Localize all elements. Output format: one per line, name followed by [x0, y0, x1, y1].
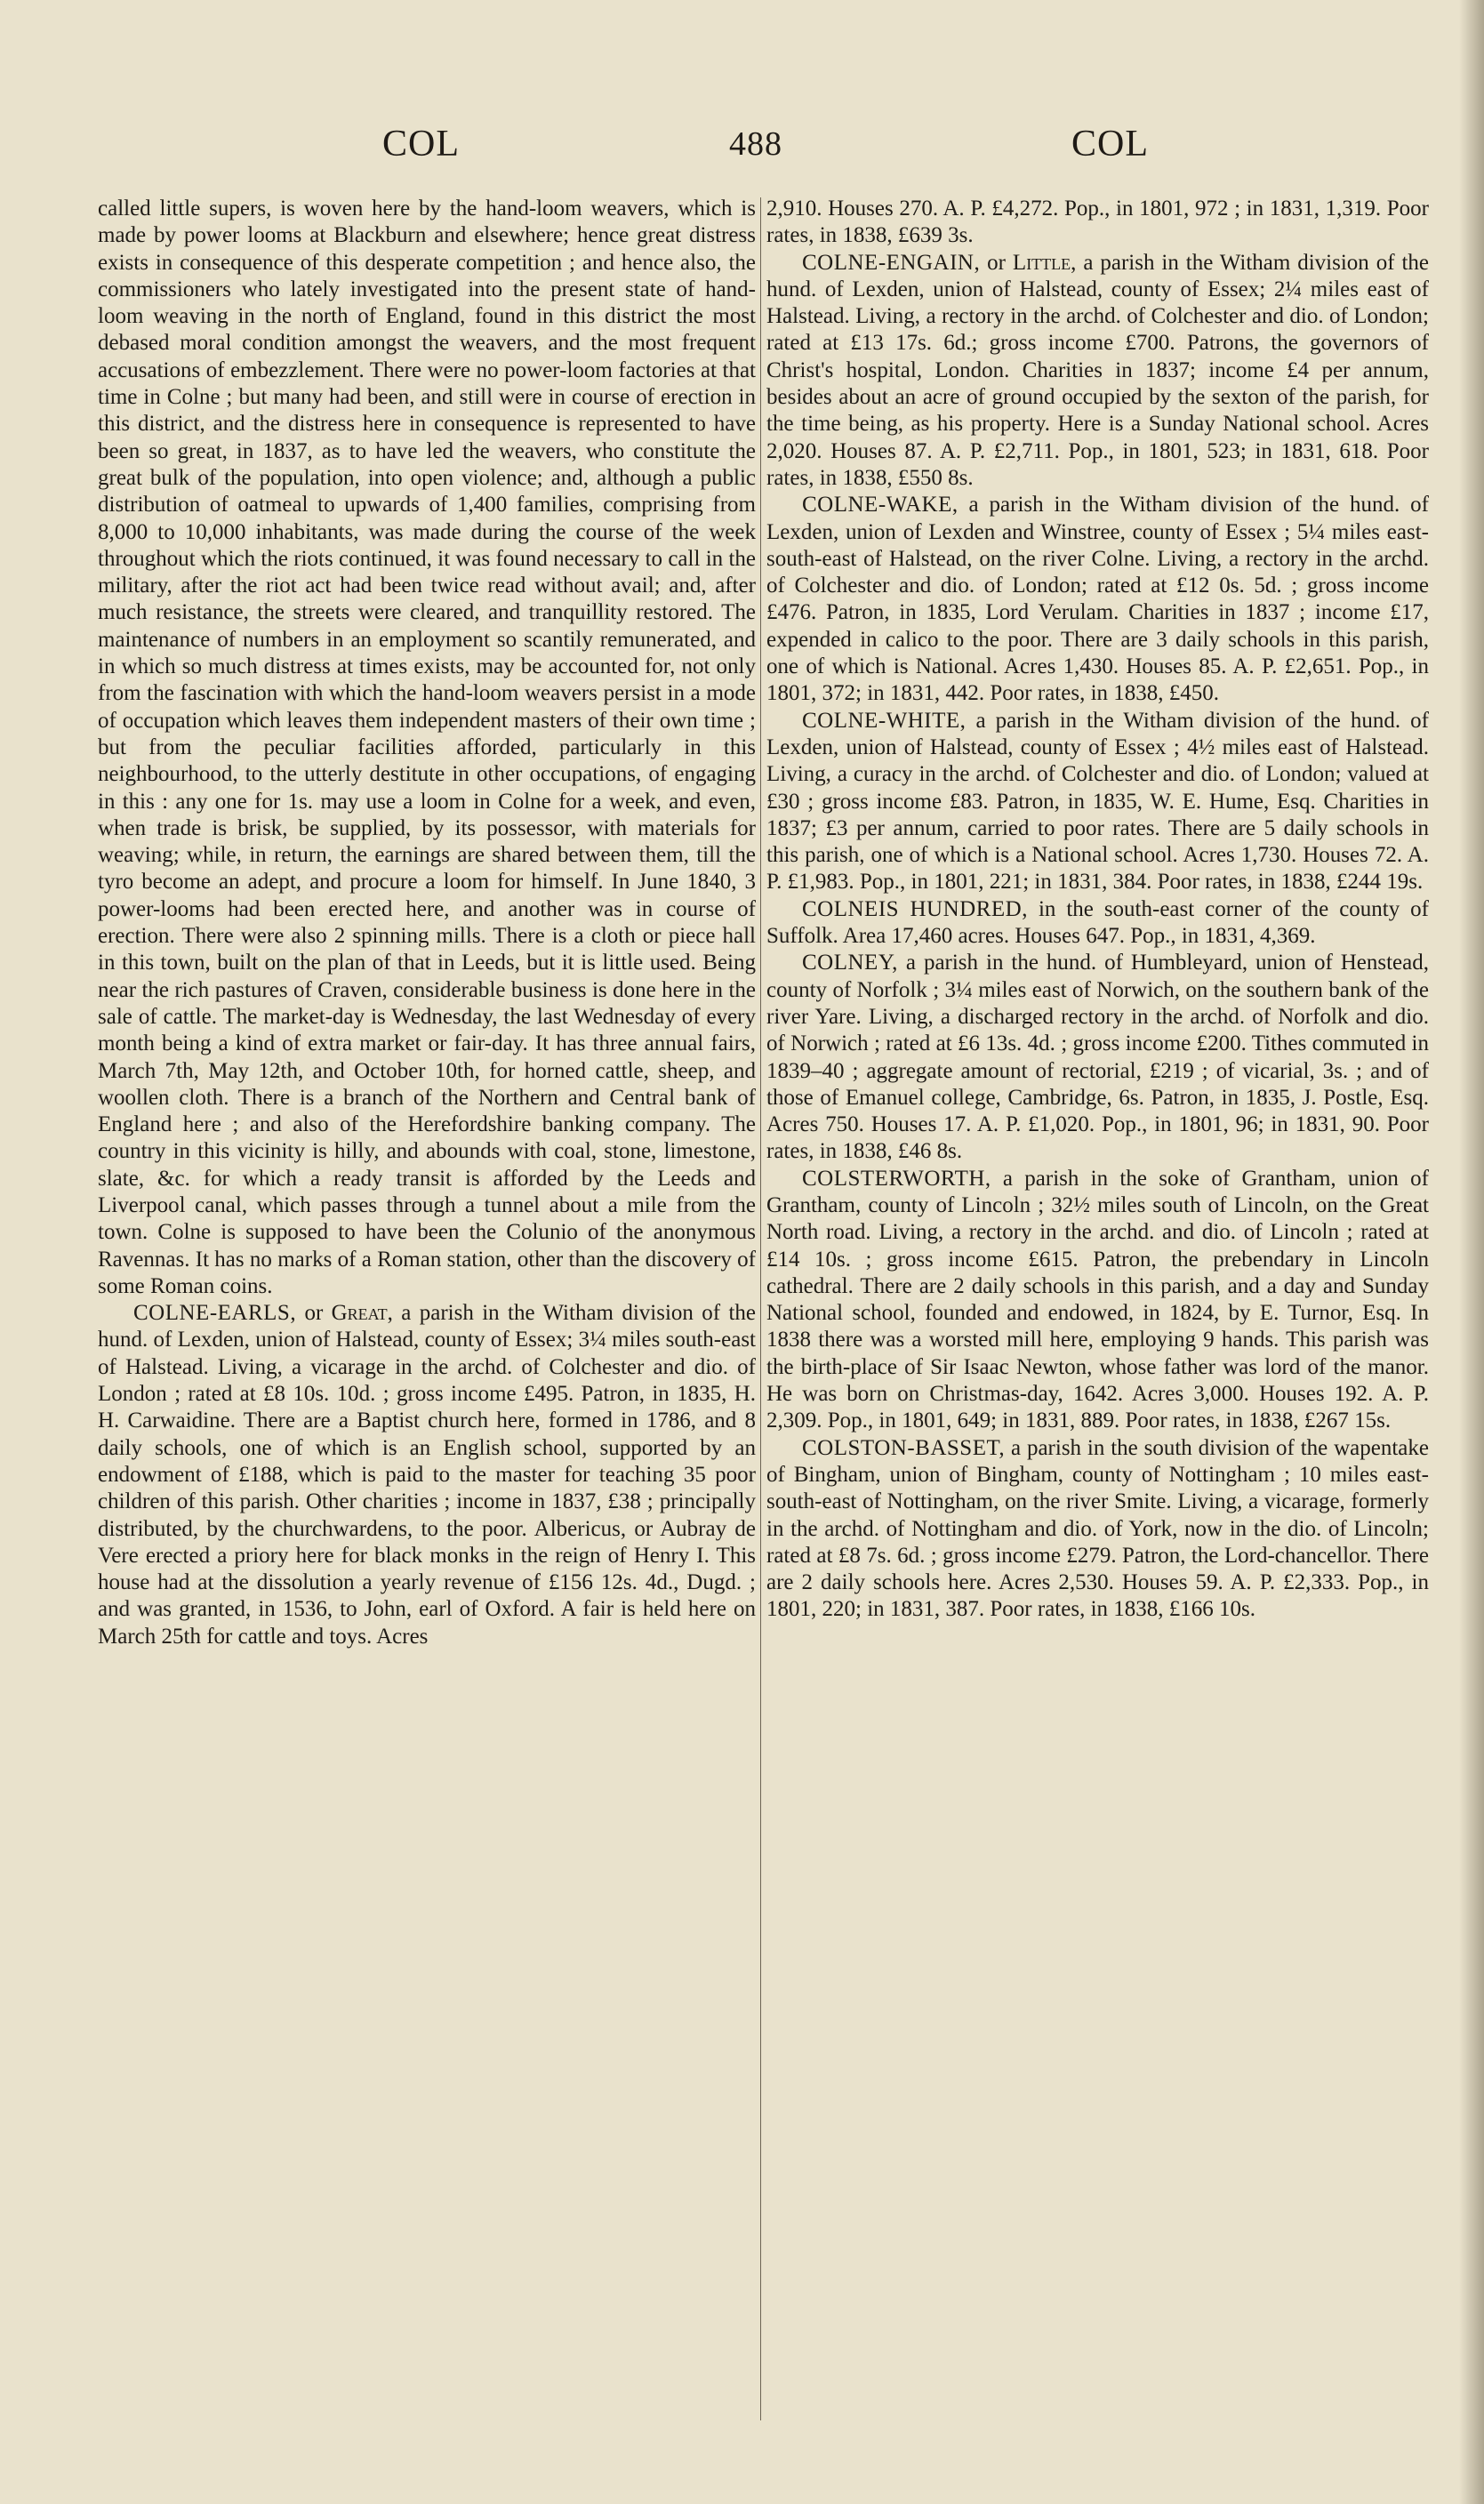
entry-colston-basset: [766, 1435, 1429, 1624]
headword: COLNEY,: [802, 951, 898, 975]
entry-body: a parish in the Witham division of the hund. of Lexden, union of Halstead, county of Essex; 3¼ miles south-east of Halstead. Living, a vicarage in the archd. of Colchester and dio. of London ; rated at £8 10s. 10d. ; gross income £495. Patron, in 1835, H. H. Carwaidine. There are a Baptist church here, formed in 1786, and 8 daily schools, one of which is an English school, supported by an endowment of £188, which is paid to the master for teaching 35 poor children of this parish. Other charities ; income in 1837, £38 ; principally distributed, by the churchwardens, to the poor. Albericus, or Aubray de Vere erected a priory here for black monks in the reign of Henry I. This house had at the dissolution a yearly revenue of £156 12s. 4d., Dugd. ; and was granted, in 1536, to John, earl of Oxford. A fair is held here on March 25th for cattle and toys. Acres: [98, 1301, 756, 1649]
headword: COLNE-ENGAIN,: [802, 250, 981, 275]
headword-alternate: Little,: [1012, 250, 1077, 275]
right-column: [766, 196, 1429, 2472]
entry-body: in the south-east corner of the county of Suffolk. Area 17,460 acres. Houses 647. Pop., in 1831, 4,369.: [766, 896, 1429, 949]
entry-colne-earls: [98, 1300, 756, 1650]
headword: COLNE-WAKE,: [802, 493, 959, 518]
colne-earls-continuation: 2,910. Houses 270. A. P. £4,272. Pop., in 1801, 972 ; in 1831, 1,319. Poor rates, in 1838, £639 3s.: [766, 197, 1429, 248]
headword-alternate: Great,: [331, 1301, 393, 1326]
entry-body: a parish in the south division of the wapentake of Bingham, union of Bingham, county of Nottingham ; 10 miles east-south-east of Nottingham, on the river Smite. Living, a vicarage, formerly in the archd. of Nottingham and dio. of York, now in the dio. of Lincoln; rated at £8 7s. 6d. ; gross income £279. Patron, the Lord-chancellor. There are 2 daily schools here. Acres 2,530. Houses 59. A. P. £2,333. Pop., in 1801, 220; in 1831, 387. Poor rates, in 1838, £166 10s.: [766, 1435, 1429, 1622]
page-edge-shadow: [1459, 0, 1484, 2504]
entry-body: a parish in the Witham division of the hund. of Lexden, union of Halstead, county of Essex; 2¼ miles east of Halstead. Living, a rectory in the archd. of Colchester and dio. of London; rated at £13 17s. 6d.; gross income £700. Patrons, the governors of Christ's hospital, London. Charities in 1837; income £4 per annum, besides about an acre of ground occupied by the sexton of the parish, for the time being, as his property. Here is a Sunday National school. Acres 2,020. Houses 87. A. P. £2,711. Pop., in 1801, 523; in 1831, 618. Poor rates, in 1838, £550 8s.: [766, 250, 1429, 490]
left-column: [98, 196, 756, 2472]
entry-colneis-hundred: [766, 896, 1429, 951]
entry-body: a parish in the Witham division of the hund. of Lexden, union of Lexden and Winstree, county of Essex ; 5¼ miles east-south-east of Halstead, on the river Colne. Living, a rectory in the archd. of Colchester and dio. of London; rated at £12 0s. 5d. ; gross income £476. Patron, in 1835, Lord Verulam. Charities in 1837 ; income £17, expended in calico to the poor. There are 3 daily schools in this parish, one of which is National. Acres 1,430. Houses 85. A. P. £2,651. Pop., in 1801, 372; in 1831, 442. Poor rates, in 1838, £450.: [766, 493, 1429, 706]
running-header: [98, 114, 1432, 185]
entry-colne-white: [766, 708, 1429, 896]
headword: COLNE-EARLS,: [133, 1301, 297, 1326]
headword-conjunction: or: [304, 1301, 324, 1326]
entry-body: a parish in the Witham division of the hund. of Lexden, union of Halstead, county of Essex ; 4½ miles east of Halstead. Living, a curacy in the archd. of Colchester and dio. of London; valued at £30 ; gross income £83. Patron, in 1835, W. E. Hume, Esq. Charities in 1837; £3 per annum, carried to poor rates. There are 5 daily schools in this parish, one of which is a National school. Acres 1,730. Houses 72. A. P. £1,983. Pop., in 1801, 221; in 1831, 384. Poor rates, in 1838, £244 19s.: [766, 708, 1429, 895]
entry-colne-engain: [766, 250, 1429, 493]
headword: COLNEIS HUNDRED,: [802, 896, 1028, 921]
entry-body: a parish in the hund. of Humbleyard, union of Henstead, county of Norfolk ; 3¼ miles east of Norwich, on the southern bank of the river Yare. Living, a discharged rectory in the archd. of Norfolk and dio. of Norwich ; rated at £6 13s. 4d. ; gross income £200. Tithes commuted in 1839–40 ; aggregate amount of rectorial, £219 ; of vicarial, 3s. ; and of those of Emanuel college, Cambridge, 6s. Patron, in 1835, J. Postle, Esq. Acres 750. Houses 17. A. P. £1,020. Pop., in 1801, 96; in 1831, 90. Poor rates, in 1838, £46 8s.: [766, 951, 1429, 1164]
colne-continuation: called little supers, is woven here by the hand-loom weavers, which is made by power looms at Blackburn and elsewhere; hence great distress exists in consequence of this desperate competition ; and hence also, the commissioners who lately investigated into the present state of hand-loom weaving in the north of England, found in this district the most debased moral condition amongst the weavers, and the most frequent accusations of embezzlement. There were no power-loom factories at that time in Colne ; but many had been, and still were in course of erection in this district, and the distress here in consequence is represented to have been so great, in 1837, as to have led the weavers, who constitute the great bulk of the population, into open violence; and, although a public distribution of oatmeal to upwards of 1,400 families, comprising from 8,000 to 10,000 inhabitants, was made during the course of the week throughout which the riots continued, it was found necessary to call in the military, after the riot act had been twice read without avail; and, after much resistance, the streets were cleared, and tranquillity restored. The maintenance of numbers in an employment so scantily remunerated, and in which so much distress at times exists, may be accounted for, not only from the fascination with which the hand-loom weavers persist in a mode of occupation which leaves them independent masters of their own time ; but from the peculiar facilities afforded, particularly in this neighbourhood, to the utterly destitute in other occupations, of engaging in this : any one for 1s. may use a loom in Colne for a week, and even, when trade is brisk, be supplied, by its possessor, with materials for weaving; while, in return, the earnings are shared between them, till the tyro become an adept, and procure a loom for himself. In June 1840, 3 power-looms had been erected here, and another was in course of erection. There were also 2 spinning mills. There is a cloth or piece hall in this town, built on the plan of that in Leeds, but it is little used. Being near the rich pastures of Craven, considerable business is done here in the sale of cattle. The market-day is Wednesday, the last Wednesday of every month being a kind of extra market or fair-day. It has three annual fairs, March 7th, May 12th, and October 10th, for horned cattle, sheep, and woollen cloth. There is a branch of the Northern and Central bank of England here ; and also of the Herefordshire banking company. The country in this vicinity is hilly, and abounds with coal, stone, limestone, slate, &c. for which a ready transit is afforded by the Leeds and Liverpool canal, which passes through a tunnel about a mile from the town. Colne is supposed to have been the Colunio of the anonymous Ravennas. It has no marks of a Roman station, other than the discovery of some Roman coins.: [98, 197, 756, 1298]
header-right-catchword: COL: [1071, 124, 1149, 165]
entry-colsterworth: [766, 1166, 1429, 1435]
page-number: 488: [729, 125, 782, 163]
entry-body: a parish in the soke of Grantham, union of Grantham, county of Lincoln ; 32½ miles south of Lincoln, on the Great North road. Living, a rectory in the archd. and dio. of Lincoln ; rated at £14 10s. ; gross income £615. Patron, the prebendary in Lincoln cathedral. There are 2 daily schools in this parish, and a day and Sunday National school, founded and endowed, in 1824, by E. Turnor, Esq. In 1838 there was a worsted mill here, employing 9 hands. This parish was the birth-place of Sir Isaac Newton, whose father was lord of the manor. He was born on Christmas-day, 1642. Acres 3,000. Houses 192. A. P. 2,309. Pop., in 1801, 649; in 1831, 889. Poor rates, in 1838, £267 15s.: [766, 1166, 1429, 1433]
entry-colney: [766, 950, 1429, 1165]
headword: COLSTON-BASSET,: [802, 1435, 1006, 1460]
entry-colne-wake: [766, 492, 1429, 707]
headword: COLNE-WHITE,: [802, 708, 967, 733]
headword-conjunction: or: [987, 250, 1006, 275]
headword: COLSTERWORTH,: [802, 1166, 991, 1191]
header-left-catchword: COL: [382, 124, 460, 165]
column-rule: [760, 197, 761, 2420]
